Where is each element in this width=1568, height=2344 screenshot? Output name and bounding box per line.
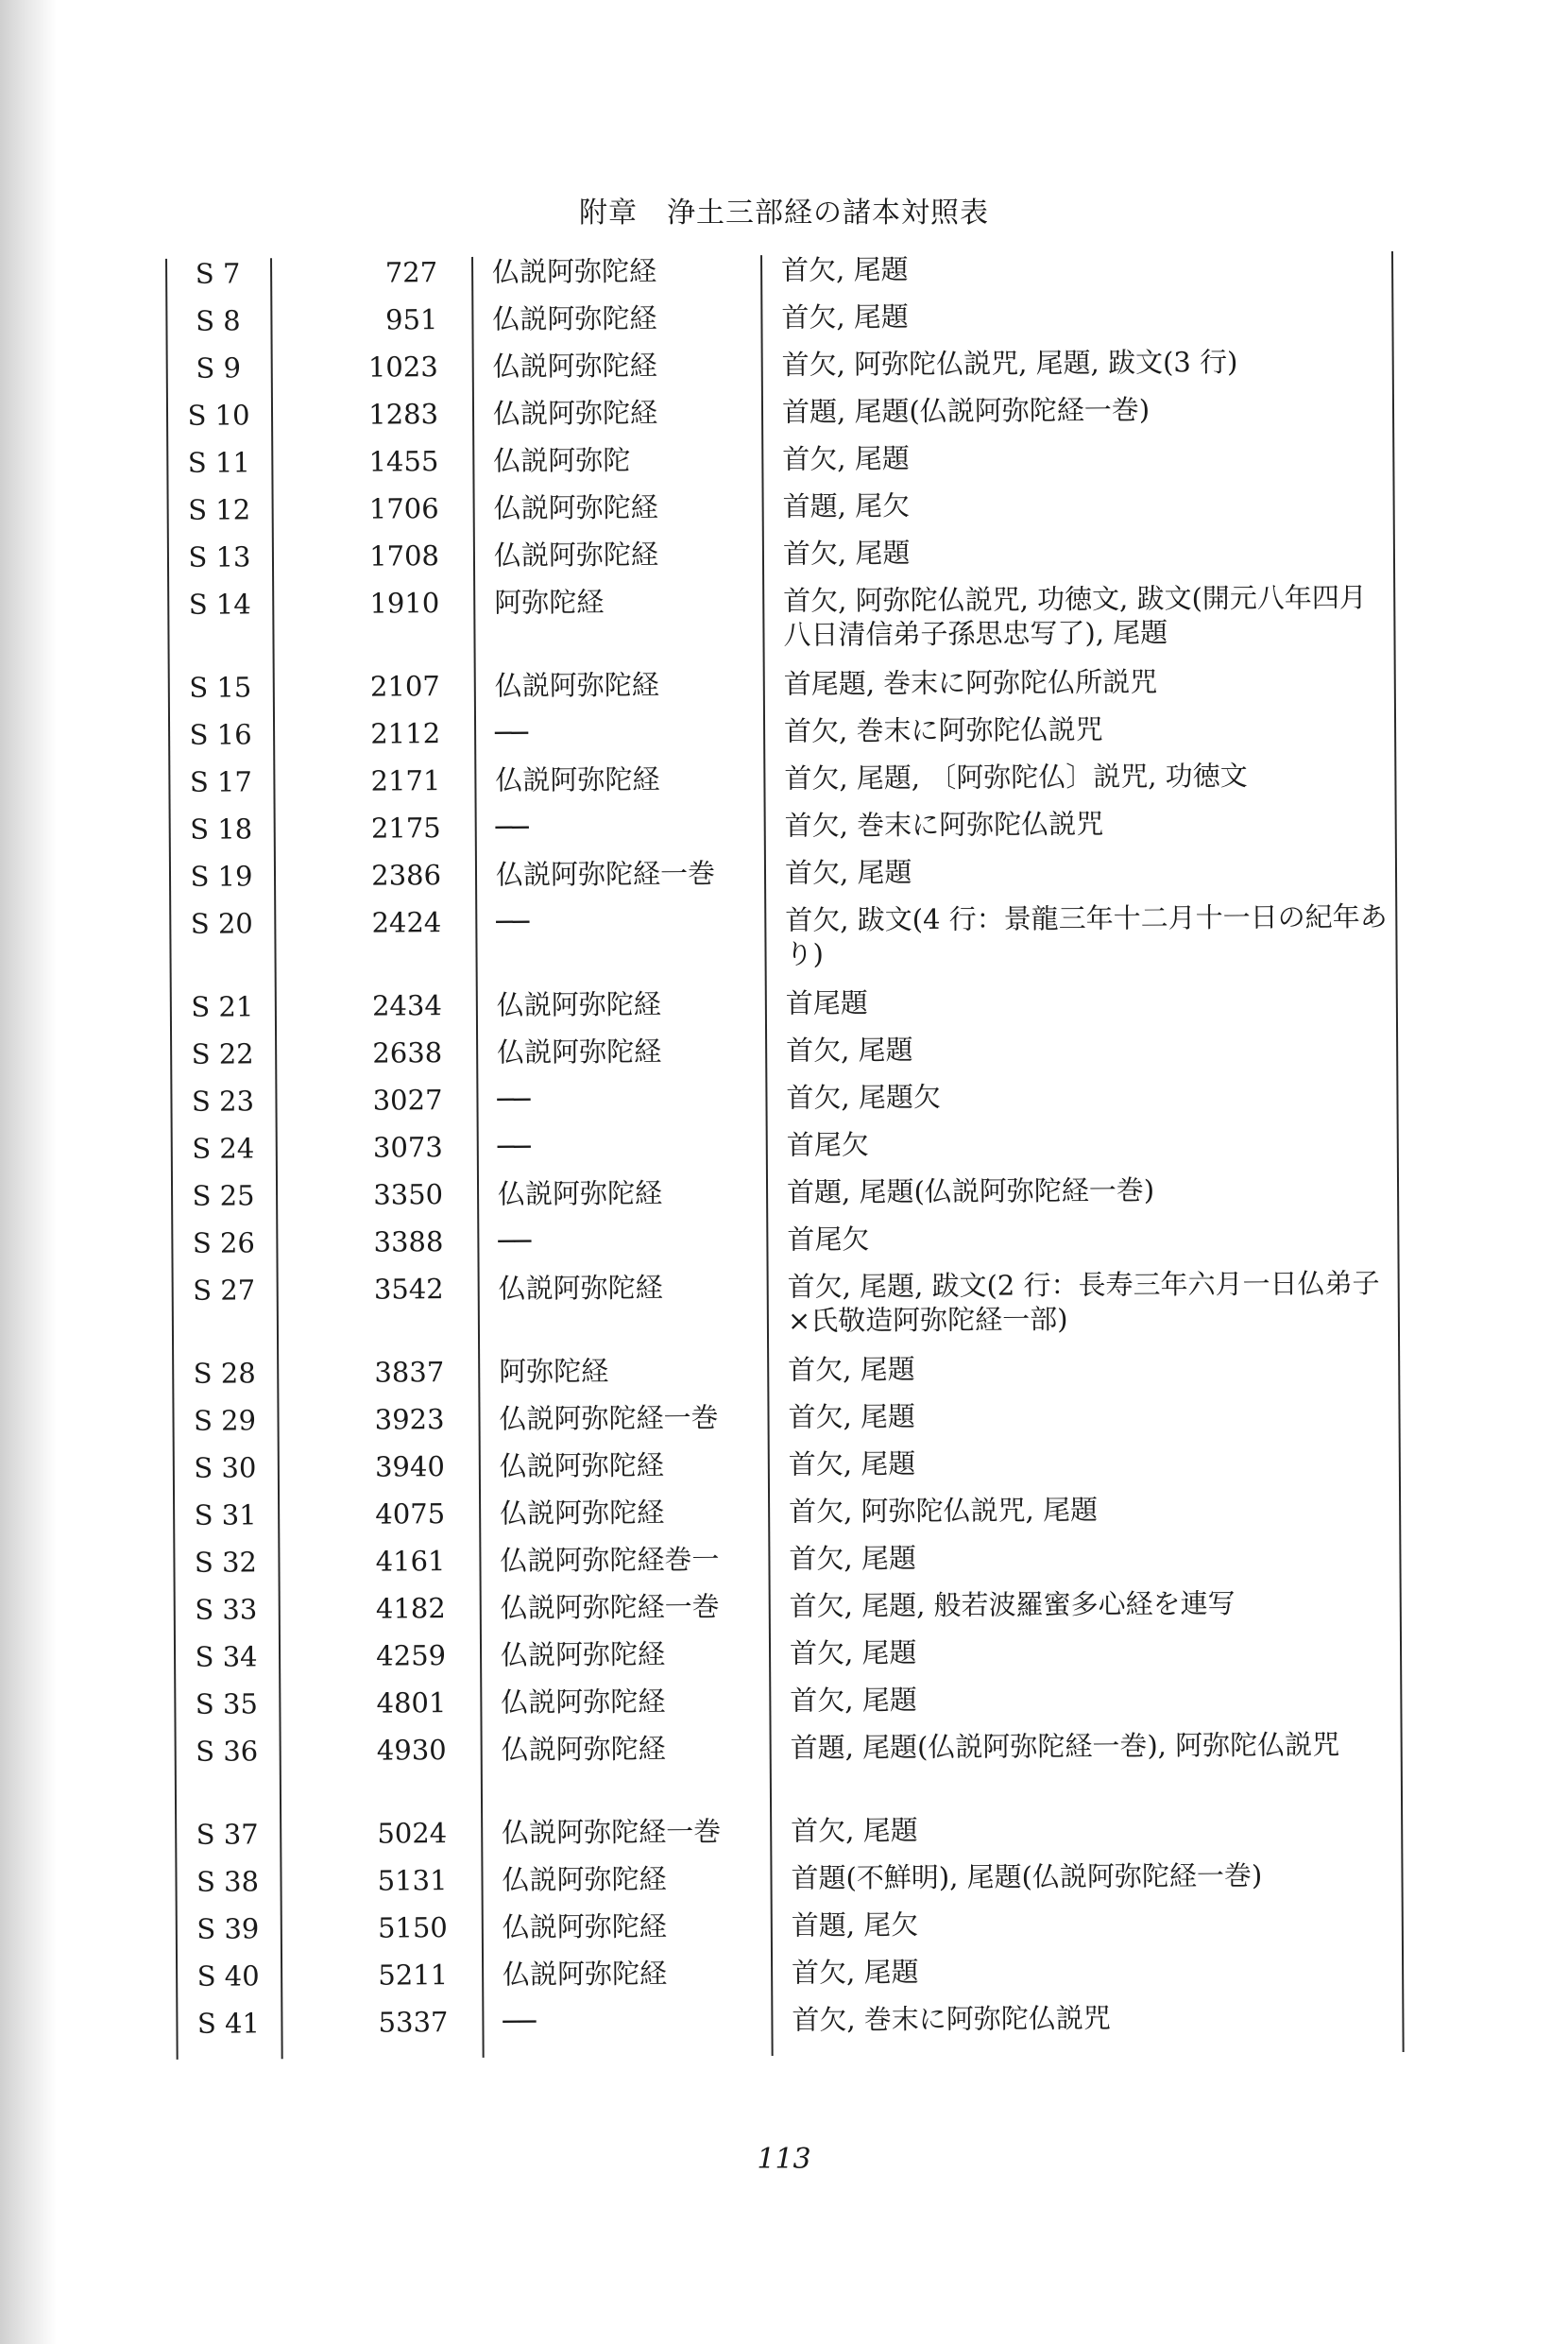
row-id: S 25 [192,1179,255,1212]
table-row [157,710,1404,751]
page-number: 113 [757,2143,811,2176]
row-note: 首欠, 跋文(4 行：景龍三年十二月十一日の紀年あり) [785,900,1388,970]
row-note: 首尾題, 巻末に阿弥陀仏所説咒 [783,665,1158,700]
table-row [162,1633,1409,1673]
row-note: 首欠, 巻末に阿弥陀仏説咒 [792,2001,1111,2036]
row-title: ── [503,2005,537,2038]
row-number: 5337 [378,2006,449,2039]
row-note: 首欠, 阿弥陀仏説咒, 尾題, 跋文(3 行) [781,345,1238,381]
row-number: 3350 [373,1178,444,1211]
row-number: 2175 [370,812,441,845]
scan-edge-shadow [0,0,57,2344]
row-title: 阿弥陀経 [494,586,605,619]
row-id: S 13 [188,540,251,573]
comparison-table [154,248,1401,2040]
table-rule-2 [471,257,485,2058]
row-id: S 10 [187,399,250,432]
row-number: 4259 [376,1639,447,1672]
row-number: 3388 [373,1225,444,1258]
row-id: S 26 [192,1226,255,1259]
row-id: S 20 [190,907,253,940]
table-row [158,805,1405,846]
table-row [161,1349,1407,1390]
row-id: S 33 [195,1593,258,1626]
row-number: 3923 [374,1403,445,1436]
row-number: 4930 [376,1734,447,1767]
row-number: 1455 [368,445,439,478]
table-row [163,1727,1410,1768]
row-note: 首欠, 尾題, 般若波羅蜜多心経を連写 [789,1587,1236,1622]
row-id: S 35 [195,1687,258,1720]
table-row [164,1999,1411,2040]
table-row [161,1266,1407,1337]
row-id: S 23 [191,1085,255,1118]
table-row [155,344,1402,385]
row-title: 仏説阿弥陀経 [493,490,658,524]
table-rule-right [1391,251,1405,2052]
table-row [158,852,1405,893]
row-note: 首題, 尾題(仏説阿弥陀経一巻) [781,393,1150,428]
row-number: 3073 [372,1131,443,1164]
table-row [159,983,1406,1023]
row-title: 仏説阿弥陀経 [497,1035,662,1069]
table-row [162,1585,1409,1626]
row-number: 5211 [378,1959,449,1992]
table-row [163,1857,1410,1898]
row-note: 首尾題 [785,986,868,1019]
row-id: S 9 [196,351,242,385]
row-note: 首欠, 尾題 [790,1684,917,1717]
row-note: 首題, 尾欠 [782,489,911,522]
row-number: 5024 [377,1817,448,1850]
row-title: 仏説阿弥陀経 [492,349,657,383]
row-number: 1283 [368,398,439,431]
row-id: S 39 [196,1912,260,1945]
row-number: 1706 [368,492,439,525]
row-id: S 32 [194,1546,258,1579]
row-note: 首題, 尾題(仏説阿弥陀経一巻), 阿弥陀仏説咒 [790,1728,1340,1764]
row-title: 仏説阿弥陀経 [493,538,659,572]
row-title: ── [498,1224,532,1258]
table-row [156,533,1403,573]
row-number: 3837 [374,1356,445,1389]
table-row [156,580,1403,651]
row-note: 首欠, 尾題 [788,1400,916,1433]
table-row [157,758,1404,798]
table-row [157,663,1404,704]
row-id: S 17 [189,765,253,798]
row-number: 4801 [376,1686,447,1720]
row-note: 首題, 尾欠 [791,1908,919,1942]
table-row [159,1077,1406,1118]
row-title: ── [496,905,530,938]
row-note: 首欠, 尾題 [786,1034,913,1067]
row-title: 仏説阿弥陀経一巻 [499,1401,719,1435]
table-row [162,1444,1408,1484]
row-id: S 8 [196,304,241,337]
table-row [159,1030,1406,1070]
row-number: 4182 [375,1592,446,1625]
row-note: 首欠, 尾題 [791,1814,918,1847]
row-title: ── [497,1130,531,1163]
row-id: S 12 [188,493,251,526]
row-id: S 29 [193,1404,257,1437]
row-id: S 15 [189,671,252,704]
row-id: S 7 [195,257,241,290]
row-id: S 11 [187,446,250,479]
row-title: 仏説阿弥陀経 [501,1685,666,1719]
row-title: ── [494,716,529,749]
row-number: 4075 [375,1497,446,1531]
row-title: 仏説阿弥陀経 [499,1448,664,1482]
row-number: 4161 [375,1545,446,1578]
row-title: 仏説阿弥陀 [493,443,631,477]
row-note: 首欠, 尾題欠 [786,1080,941,1114]
row-note: 首欠, 尾題 [784,856,912,889]
row-id: S 28 [193,1357,256,1390]
table-row [160,1124,1406,1165]
row-number: 2386 [371,859,442,892]
row-number: 2112 [370,717,441,750]
table-row [160,1219,1406,1259]
table-row [154,297,1401,337]
row-note: 首欠, 巻末に阿弥陀仏説咒 [783,712,1103,747]
row-number: 1708 [369,539,440,573]
row-note: 首欠, 尾題 [788,1353,915,1386]
row-title: 仏説阿弥陀経巻一 [500,1543,720,1577]
row-title: ── [497,1083,531,1116]
row-note: 首欠, 巻末に阿弥陀仏説咒 [784,807,1104,842]
row-note: 首欠, 尾題 [782,442,910,475]
row-note: 首尾欠 [787,1223,870,1256]
row-id: S 30 [194,1451,257,1484]
row-title: 仏説阿弥陀経 [492,254,657,288]
row-number: 5131 [377,1864,448,1897]
row-note: 首欠, 尾題 [789,1542,916,1575]
table-row [160,1172,1406,1212]
row-id: S 14 [188,588,251,621]
row-title: ── [495,811,529,844]
row-number: 1023 [367,351,438,384]
row-number: 2424 [371,906,442,939]
row-id: S 37 [196,1818,259,1851]
row-title: 仏説阿弥陀経 [498,1271,663,1305]
table-row [155,438,1402,479]
row-title: 仏説阿弥陀経一巻 [500,1590,720,1624]
row-title: 仏説阿弥陀経 [497,1176,663,1210]
row-number: 2171 [370,764,441,797]
row-number: 3940 [374,1450,445,1483]
table-row [158,899,1405,970]
row-title: 仏説阿弥陀経 [500,1496,665,1530]
row-number: 3542 [373,1273,444,1306]
table-row [162,1538,1408,1579]
table-row [161,1396,1407,1437]
row-number: 5150 [377,1911,448,1944]
row-note: 首欠, 阿弥陀仏説咒, 尾題 [789,1493,1099,1528]
row-note: 首欠, 尾題, 跋文(2 行：長寿三年六月一日仏弟子×氏敬造阿弥陀経一部) [787,1267,1380,1337]
row-title: 仏説阿弥陀経 [502,1909,667,1943]
row-title: 仏説阿弥陀経 [496,987,661,1021]
row-id: S 38 [196,1865,260,1898]
row-title: 仏説阿弥陀経一巻 [495,857,716,891]
row-id: S 34 [195,1640,258,1673]
row-title: 仏説阿弥陀経 [501,1732,666,1766]
row-id: S 22 [191,1037,254,1070]
table-row [163,1810,1410,1851]
row-title: 仏説阿弥陀経 [495,762,660,796]
row-id: S 40 [196,1959,260,1993]
row-number: 1910 [369,587,440,620]
row-note: 首欠, 阿弥陀仏説咒, 功徳文, 跋文(開元八年四月八日清信弟子孫思忠写了), 尾題 [783,581,1367,651]
row-note: 首欠, 尾題 [792,1956,919,1989]
row-number: 2638 [372,1036,443,1069]
row-note: 首欠, 尾題 [781,300,909,334]
row-number: 3027 [372,1084,443,1117]
row-id: S 41 [196,2007,261,2040]
table-rule-3 [760,255,774,2056]
table-row [162,1491,1408,1531]
row-id: S 31 [194,1498,257,1531]
row-title: 仏説阿弥陀経 [502,1862,667,1896]
table-row [155,391,1402,432]
row-id: S 24 [192,1132,255,1165]
row-id: S 27 [193,1274,256,1307]
row-title: 仏説阿弥陀経 [503,1957,668,1991]
row-number: 727 [384,256,438,289]
row-title: 仏説阿弥陀経 [492,396,658,430]
page-header: 附章 浄土三部経の諸本対照表 [579,197,989,230]
row-note: 首題(不鮮明), 尾題(仏説阿弥陀経一巻) [791,1858,1263,1894]
row-title: 阿弥陀経 [499,1355,609,1388]
row-note: 首欠, 尾題 [788,1447,916,1480]
row-id: S 16 [189,718,252,751]
row-id: S 19 [190,860,253,893]
row-note: 首欠, 尾題 [789,1636,917,1669]
row-note: 首尾欠 [786,1128,869,1161]
table-row [154,249,1401,290]
row-title: 仏説阿弥陀経 [492,301,657,335]
row-title: 仏説阿弥陀経 [494,668,659,702]
row-note: 首欠, 尾題, 〔阿弥陀仏〕説咒, 功徳文 [784,759,1248,795]
table-row [156,486,1403,526]
row-id: S 18 [190,813,253,846]
row-title: 仏説阿弥陀経 [500,1637,666,1671]
row-number: 951 [384,303,438,336]
row-note: 首題, 尾題(仏説阿弥陀経一巻) [786,1173,1155,1208]
row-note: 首欠, 尾題 [782,537,911,570]
table-row [162,1680,1409,1720]
row-id: S 36 [196,1735,259,1768]
table-row [164,1905,1411,1945]
row-number: 2434 [371,989,442,1022]
row-note: 首欠, 尾題 [781,253,909,286]
table-row [164,1952,1411,1993]
row-number: 2107 [369,670,440,703]
row-title: 仏説阿弥陀経一巻 [502,1815,722,1849]
row-id: S 21 [191,990,254,1023]
